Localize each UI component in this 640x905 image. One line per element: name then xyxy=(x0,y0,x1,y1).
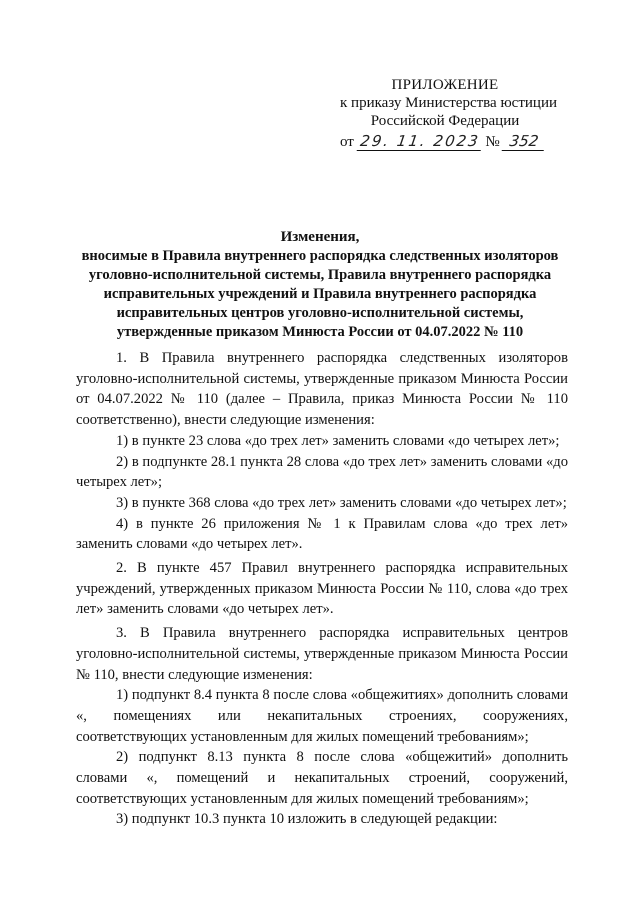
appendix-line-order: к приказу Министерства юстиции xyxy=(340,95,557,111)
heading-line: исправительных центров уголовно-исполнительной системы, xyxy=(116,305,524,321)
number-prefix: № xyxy=(485,134,500,150)
appendix-block xyxy=(340,76,580,151)
heading-line: уголовно-исполнительной системы, Правила внутреннего распорядка xyxy=(88,267,552,283)
date-prefix: от xyxy=(340,134,354,150)
appendix-title: ПРИЛОЖЕНИЕ xyxy=(391,77,499,93)
paragraph-3-item-3: 3) подпункт 10.3 пункта 10 изложить в следующей редакции: xyxy=(116,811,498,828)
paragraph-1-item-2: 2) в подпункте 28.1 пункта 28 слова «до трех лет» заменить словами «до четырех лет»; xyxy=(76,453,568,491)
heading-line: вносимые в Правила внутреннего распорядка следственных изоляторов xyxy=(81,248,559,264)
paragraph-2: 2. В пункте 457 Правил внутреннего распорядка исправительных учреждений, утвержденных приказом Минюста России № 110, слова «до трех лет» заменить словами «до четырех лет». xyxy=(76,560,568,618)
appendix-line-federation: Российской Федерации xyxy=(370,113,520,129)
paragraph-3: 3. В Правила внутреннего распорядка исправительных центров уголовно-исполнительной системы, утвержденные приказом Минюста России № 110, внести следующие изменения: xyxy=(76,625,568,683)
document-body xyxy=(76,348,568,830)
heading-title: Изменения, xyxy=(280,229,360,245)
handwritten-date: 29. 11. 2023 xyxy=(356,132,483,151)
paragraph-1-item-3: 3) в пункте 368 слова «до трех лет» заменить словами «до четырех лет»; xyxy=(116,494,567,511)
paragraph-3-item-1: 1) подпункт 8.4 пункта 8 после слова «общежитиях» дополнить словами «, помещениях или некапитальных строениях, сооружениях, соответствующих установленным для жилых помещений требованиям»; xyxy=(76,687,568,745)
paragraph-1-item-1: 1) в пункте 23 слова «до трех лет» заменить словами «до четырех лет»; xyxy=(116,432,560,449)
handwritten-number: 352 xyxy=(502,132,547,151)
paragraph-3-item-2: 2) подпункт 8.13 пункта 8 после слова «общежитий» дополнить словами «, помещений и некапитальных строений, сооружений, соответствующих установленным для жилых помещений требованиям»; xyxy=(76,749,568,807)
appendix-date-line xyxy=(340,132,580,151)
paragraph-1: 1. В Правила внутреннего распорядка следственных изоляторов уголовно-исполнительной системы, утвержденные приказом Минюста России от 04.07.2022 № 110 (далее – Правила, приказ Минюста России № 110 соответственно), внести следующие изменения: xyxy=(76,350,568,429)
paragraph-1-item-4: 4) в пункте 26 приложения № 1 к Правилам слова «до трех лет» заменить словами «до четырех лет». xyxy=(76,515,568,553)
heading-line: исправительных учреждений и Правила внутреннего распорядка xyxy=(103,286,537,302)
heading-line: утвержденные приказом Минюста России от 04.07.2022 № 110 xyxy=(116,324,524,340)
document-heading xyxy=(60,228,580,342)
